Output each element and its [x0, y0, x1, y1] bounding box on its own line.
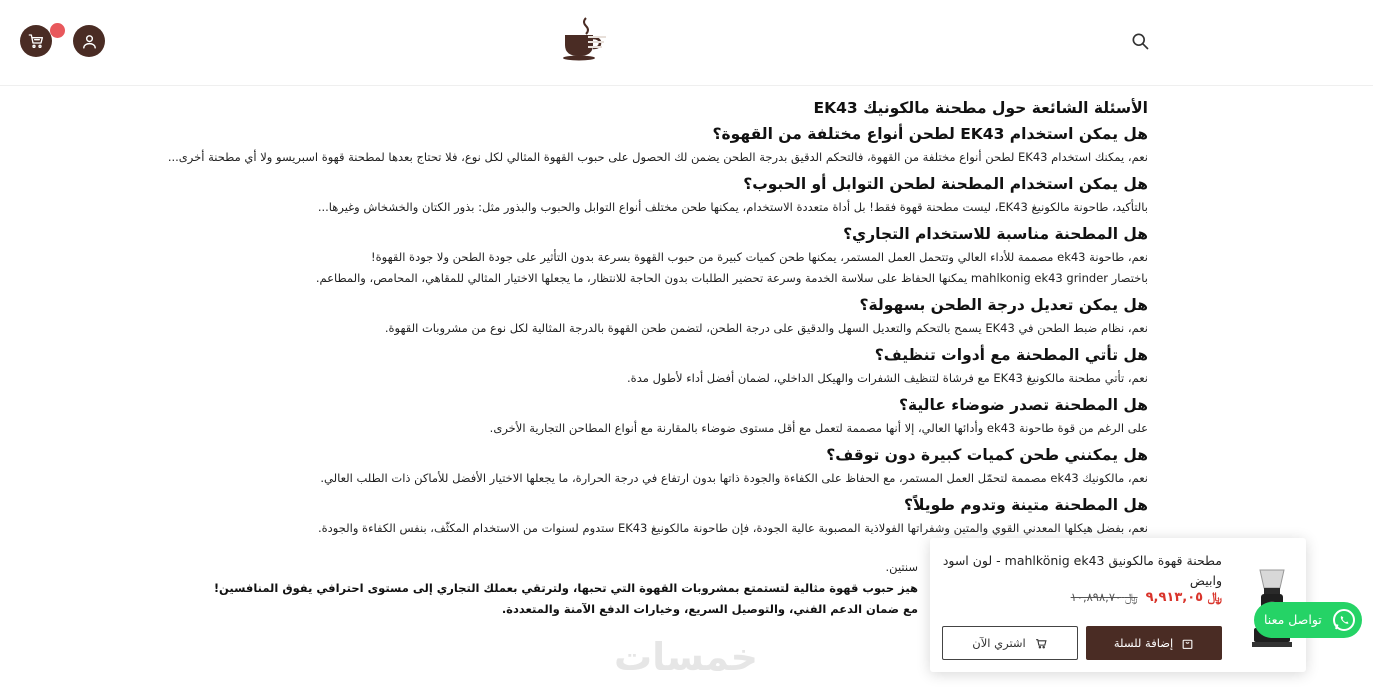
faq-item: [140, 292, 1148, 339]
whatsapp-icon: [1332, 608, 1356, 632]
faq-item: [140, 342, 1148, 389]
site-header: [0, 0, 1373, 86]
faq-item: [140, 442, 1148, 489]
current-price: ﷼ ٩,٩١٣,٠٥: [1145, 590, 1222, 605]
whatsapp-label: تواصل معنا: [1264, 612, 1322, 627]
faq-answer: على الرغم من قوة طاحونة ek43 وأدائها العالي، إلا أنها مصممة لتعمل مع أقل مستوى ضوضاء بالمقارنة مع أنواع المطاحن التجارية الأخرى.: [489, 421, 1148, 435]
cart-button[interactable]: [20, 25, 52, 57]
khamsat-watermark: [600, 632, 772, 678]
faq-answer: نعم، تأتي مطحنة مالكونيغ EK43 مع فرشاة لتنظيف الشفرات والهيكل الداخلي، لضمان أفضل أداء لأطول مدة.: [627, 371, 1148, 385]
watermark-text: خمسات: [614, 635, 758, 678]
account-button[interactable]: [73, 25, 105, 57]
faq-question: هل يمكنني طحن كميات كبيرة دون توقف؟: [826, 446, 1148, 464]
buy-now-button[interactable]: اشتري الآن: [942, 626, 1078, 660]
user-icon: [81, 33, 98, 50]
faq-question: هل يمكن استخدام المطحنة لطحن التوابل أو الحبوب؟: [743, 175, 1148, 193]
faq-question: هل المطحنة تصدر ضوضاء عالية؟: [898, 396, 1148, 414]
faq-answer: نعم، نظام ضبط الطحن في EK43 يسمح بالتحكم والتعديل السهل والدقيق على درجة الطحن، لتضمن طحن القهوة بالدرجة المثالية لكل نوع من مشروبات القهوة.: [384, 321, 1148, 335]
closing-line: مع ضمان الدعم الفني، والتوصيل السريع، وخيارات الدفع الآمنة والمتعددة.: [501, 602, 918, 616]
faq-question: هل يمكن استخدام EK43 لطحن أنواع مختلفة من القهوة؟: [712, 125, 1148, 143]
cart-plus-icon: [1034, 637, 1048, 650]
faq-answer: نعم، يمكنك استخدام EK43 لطحن أنواع مختلفة من القهوة، فالتحكم الدقيق بدرجة الطحن يضمن لك الحصول على حبوب القهوة المثالي لكل نوع، فلا تحتاج بعدها لمطحنة قهوة اسبريسو ولا أي مطحنة أخرى...: [167, 150, 1148, 164]
faq-answer: نعم، بفضل هيكلها المعدني القوي والمتين وشفراتها الفولاذية المصبوبة عالية الجودة، فإن طاحونة مالكونيغ EK43 ستدوم لسنوات من الاستخدام المكثّف، بنفس الكفاءة والجودة.: [317, 521, 1148, 535]
riyal-icon: ﷼: [1124, 590, 1138, 604]
faq-answer: نعم، طاحونة ek43 مصممة للأداء العالي وتتحمل العمل المستمر، يمكنها طحن كميات كبيرة من حبوب القهوة بسرعة بدون التأثير على جودة الطحن ولا جودة القهوة!: [371, 250, 1148, 264]
riyal-icon: ﷼: [1207, 590, 1222, 605]
site-logo[interactable]: [562, 16, 610, 62]
coffee-cup-logo-icon: [562, 16, 610, 62]
whatsapp-contact-button[interactable]: [1254, 602, 1362, 638]
search-icon[interactable]: [1130, 31, 1150, 51]
faq-answer: بالتأكيد، طاحونة مالكونيغ EK43، ليست مطحنة قهوة فقط! بل أداة متعددة الاستخدام، يمكنها طحن مختلف أنواع التوابل والحبوب والبذور مثل: بذور الكتان والخشخاش وغيرها...: [317, 200, 1148, 214]
faq-answer: باختصار mahlkonig ek43 grinder يمكنها الحفاظ على سلاسة الخدمة وسرعة تحضير الطلبات بدون الحاجة للانتظار، ما يجعلها الاختيار المثالي للمقاهي، المحامص، والمطاعم.: [315, 271, 1148, 285]
faq-question: هل المطحنة متينة وتدوم طويلاً؟: [904, 496, 1148, 514]
faq-item: [140, 121, 1148, 168]
original-price: ﷼ ١٠,٨٩٨,٧٠: [1070, 590, 1138, 604]
faq-question: هل تأتي المطحنة مع أدوات تنظيف؟: [874, 346, 1148, 364]
sticky-product-card: [930, 538, 1306, 672]
faq-item: [140, 492, 1148, 539]
faq-question: هل يمكن تعديل درجة الطحن بسهولة؟: [859, 296, 1148, 314]
closing-line: سنتين.: [885, 560, 918, 574]
add-to-cart-button[interactable]: إضافة للسلة: [1086, 626, 1222, 660]
cart-count-badge: [50, 23, 65, 38]
product-prices: [1071, 590, 1222, 605]
faq-item: [140, 392, 1148, 439]
bag-icon: [1181, 637, 1194, 650]
faq-answer: نعم، مالكونيك ek43 مصممة لتحمّل العمل المستمر، مع الحفاظ على الكفاءة والجودة ذاتها بدون ارتفاع في درجة الحرارة، ما يجعلها الاختيار الأفضل للأماكن ذات الطلب العالي.: [320, 471, 1148, 485]
faq-question: هل المطحنة مناسبة للاستخدام التجاري؟: [843, 225, 1148, 243]
faq-item: [140, 221, 1148, 289]
faq-title: الأسئلة الشائعة حول مطحنة مالكونيك EK43: [813, 99, 1148, 117]
cart-icon: [28, 33, 44, 49]
closing-line: هيز حبوب قهوة مثالية لتستمتع بمشروبات القهوة التي تحبها، ولترتقي بعملك التجاري إلى مستوى احترافي يفوق المنافسين!: [213, 581, 918, 595]
product-name[interactable]: مطحنة قهوة مالكونيق mahlkönig ek43 - لون اسود وابيض: [942, 553, 1222, 588]
faq-item: [140, 171, 1148, 218]
